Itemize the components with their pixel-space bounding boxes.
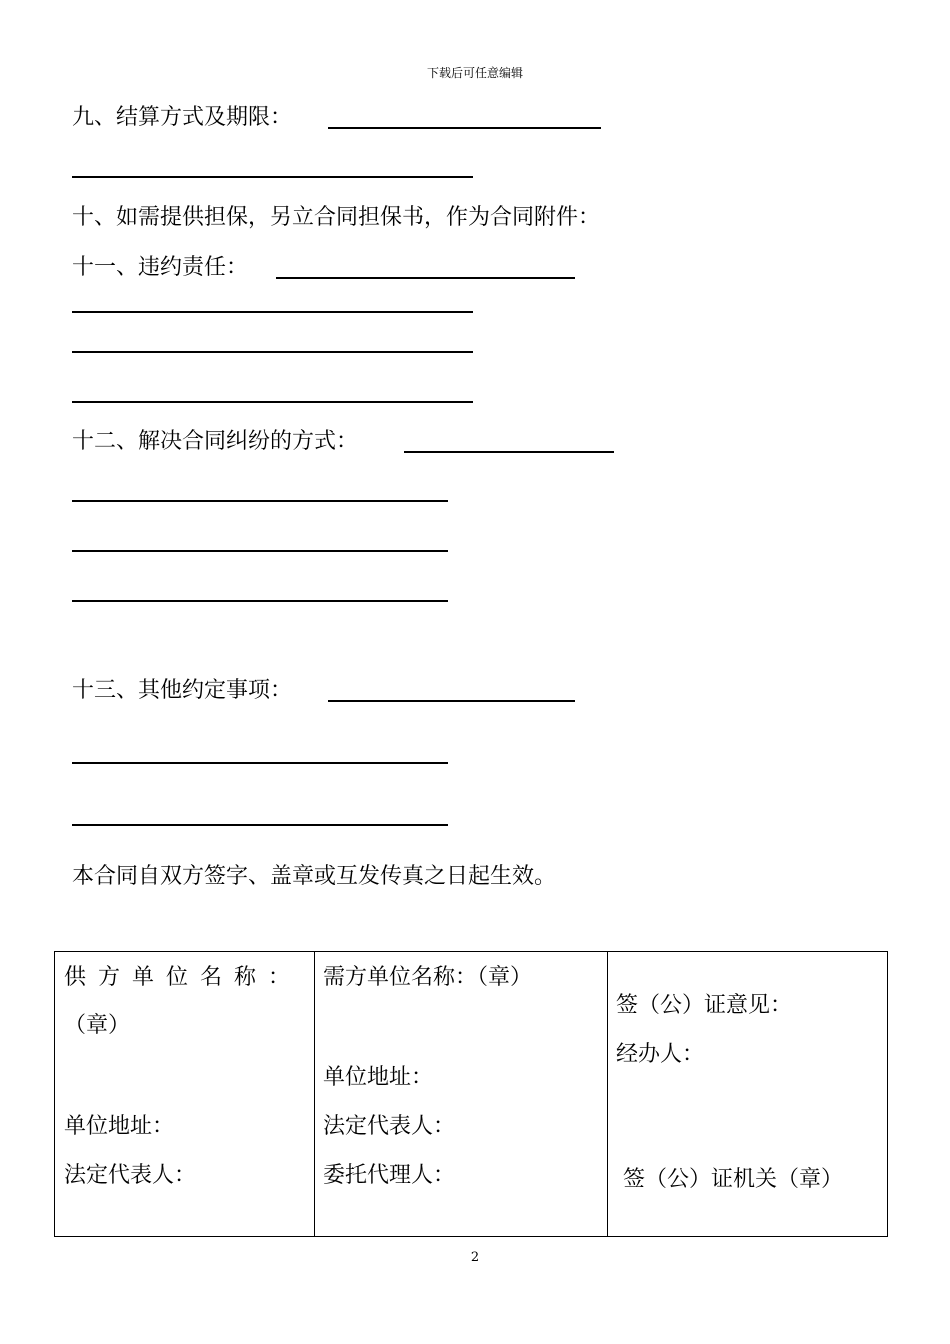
- liability-blank-line-4: [72, 401, 473, 403]
- dispute-blank-line-3: [72, 550, 448, 552]
- clause-dispute: 十二、解决合同纠纷的方式：: [72, 429, 359, 454]
- notary-handler-label: 经办人：: [616, 1042, 705, 1067]
- buyer-legal-rep-label: 法定代表人：: [323, 1114, 456, 1139]
- clause-liability: 十一、违约责任：: [72, 255, 249, 280]
- page-number: 2: [470, 1250, 480, 1265]
- clause-settlement: 九、结算方式及期限：: [72, 105, 293, 130]
- liability-blank-line-2: [72, 311, 473, 313]
- buyer-name-label: 需方单位名称：（章）: [323, 965, 533, 990]
- liability-blank-line: [276, 277, 575, 279]
- notary-authority-label: 签（公）证机关（章）: [623, 1167, 844, 1192]
- buyer-agent-label: 委托代理人：: [323, 1163, 456, 1188]
- other-blank-line-2: [72, 762, 448, 764]
- supplier-legal-rep-label: 法定代表人：: [64, 1163, 197, 1188]
- supplier-name-label: 供方单位名称：: [64, 965, 303, 990]
- other-blank-line: [328, 700, 575, 702]
- supplier-seal: （章）: [64, 1013, 131, 1038]
- buyer-address-label: 单位地址：: [323, 1065, 434, 1090]
- clause-effective: 本合同自双方签字、盖章或互发传真之日起生效。: [72, 864, 557, 889]
- dispute-blank-line-4: [72, 600, 448, 602]
- column-divider: [607, 952, 608, 1236]
- notary-opinion-label: 签（公）证意见：: [616, 993, 793, 1018]
- dispute-blank-line-2: [72, 500, 448, 502]
- settlement-blank-line: [328, 127, 601, 129]
- settlement-blank-line-2: [72, 176, 473, 178]
- liability-blank-line-3: [72, 351, 473, 353]
- clause-guarantee: 十、如需提供担保，另立合同担保书，作为合同附件：: [72, 205, 601, 230]
- signature-table: [54, 951, 888, 1237]
- supplier-address-label: 单位地址：: [64, 1114, 175, 1139]
- other-blank-line-3: [72, 824, 448, 826]
- clause-other: 十三、其他约定事项：: [72, 678, 293, 703]
- header-note: 下载后可任意编辑: [426, 66, 523, 80]
- column-divider: [314, 952, 315, 1236]
- dispute-blank-line: [404, 451, 614, 453]
